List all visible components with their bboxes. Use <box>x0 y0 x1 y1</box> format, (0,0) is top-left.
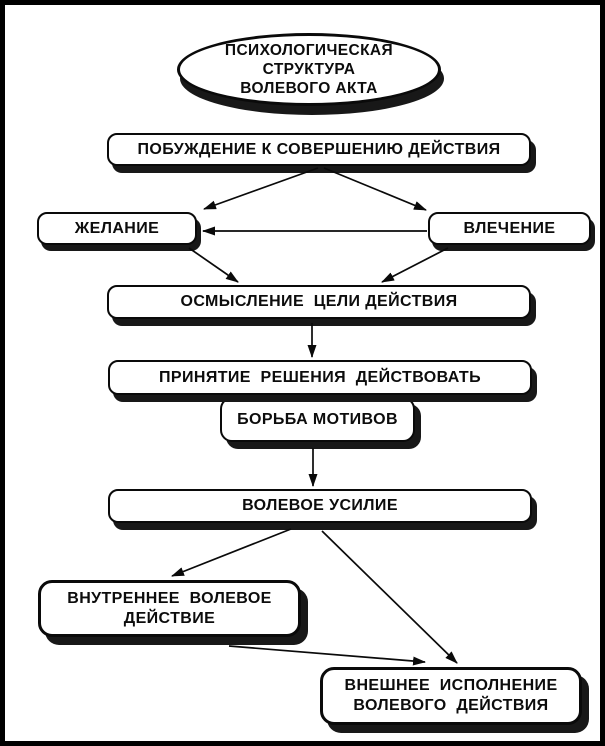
node-decision <box>108 360 532 395</box>
arrow-effort-internal <box>172 529 291 576</box>
arrow-desire-goal <box>189 248 238 282</box>
title-line-1: ПСИХОЛОГИЧЕСКАЯ <box>224 42 394 59</box>
node-effort <box>108 489 532 523</box>
arrow-impulse-attraction <box>324 168 426 210</box>
node-motives <box>220 397 415 442</box>
arrow-effort-external <box>322 531 457 663</box>
node-attraction <box>428 212 591 245</box>
node-effort-label: ВОЛЕВОЕ УСИЛИЕ <box>242 497 398 514</box>
title-line-2: СТРУКТУРА <box>262 61 356 78</box>
node-external <box>320 667 582 725</box>
node-external-line-2: ВОЛЕВОГО ДЕЙСТВИЯ <box>353 697 549 714</box>
node-internal <box>38 580 301 637</box>
node-desire-label: ЖЕЛАНИЕ <box>74 219 160 237</box>
node-attraction-label: ВЛЕЧЕНИЕ <box>463 219 556 237</box>
node-desire <box>37 212 197 245</box>
arrow-attraction-goal <box>382 248 448 282</box>
node-internal-line-1: ВНУТРЕННЕЕ ВОЛЕВОЕ <box>67 589 272 607</box>
node-impulse <box>107 133 531 166</box>
node-goal-label: ОСМЫСЛЕНИЕ ЦЕЛИ ДЕЙСТВИЯ <box>180 293 458 310</box>
node-decision-label: ПРИНЯТИЕ РЕШЕНИЯ ДЕЙСТВОВАТЬ <box>159 368 481 386</box>
node-internal-line-2: ДЕЙСТВИЕ <box>123 609 216 627</box>
arrow-impulse-desire <box>204 168 318 209</box>
node-impulse-label: ПОБУЖДЕНИЕ К СОВЕРШЕНИЮ ДЕЙСТВИЯ <box>137 140 501 158</box>
title-ellipse <box>177 33 441 106</box>
title-line-3: ВОЛЕВОГО АКТА <box>240 80 378 97</box>
arrow-internal-external <box>229 646 425 662</box>
node-external-line-1: ВНЕШНЕЕ ИСПОЛНЕНИЕ <box>344 677 558 694</box>
node-motives-label: БОРЬБА МОТИВОВ <box>237 410 398 428</box>
node-goal <box>107 285 531 319</box>
